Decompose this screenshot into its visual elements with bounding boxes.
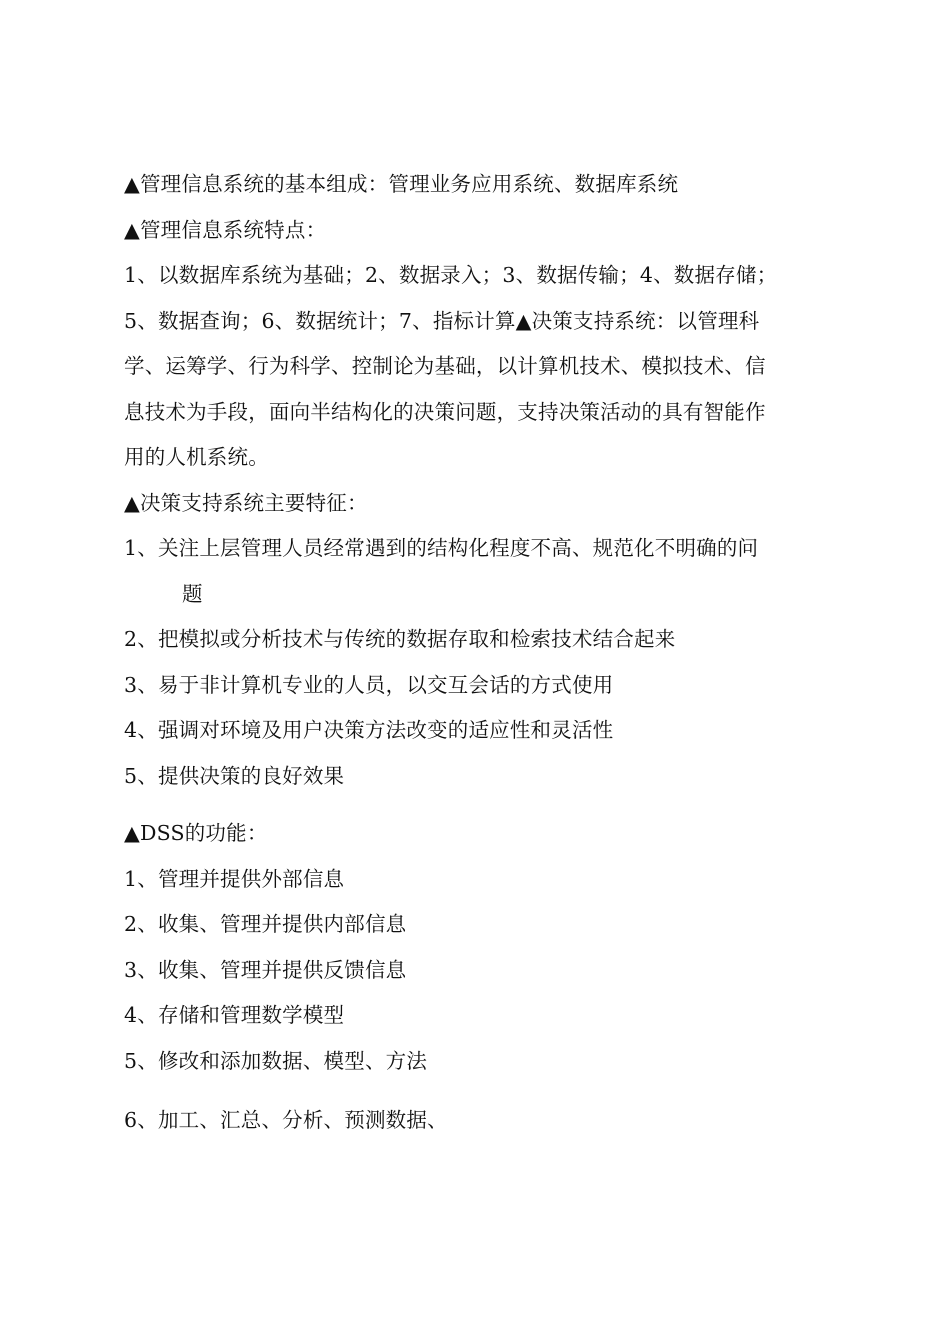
dss-function-item: 4、存储和管理数学模型 — [124, 1003, 345, 1027]
dss-feature-item: 3、易于非计算机专业的人员，以交互会话的方式使用 — [124, 672, 614, 697]
mis-features-heading: ▲管理信息系统特点： — [124, 217, 327, 242]
dss-functions-heading: ▲DSS的功能： — [124, 821, 268, 845]
dss-definition-line-2: 息技术为手段，面向半结构化的决策问题，支持决策活动的具有智能作 — [124, 399, 766, 424]
document-body — [124, 162, 840, 1144]
dss-feature-item-continuation: 题 — [182, 581, 203, 606]
dss-function-item: 1、管理并提供外部信息 — [124, 866, 345, 891]
dss-feature-item: 4、强调对环境及用户决策方法改变的适应性和灵活性 — [124, 718, 614, 742]
mis-composition: ▲管理信息系统的基本组成：管理业务应用系统、数据库系统 — [124, 172, 679, 196]
dss-function-item: 6、加工、汇总、分析、预测数据、 — [124, 1108, 448, 1132]
dss-feature-item: 5、提供决策的良好效果 — [124, 763, 345, 788]
dss-function-item: 5、修改和添加数据、模型、方法 — [124, 1048, 428, 1073]
dss-function-item: 3、收集、管理并提供反馈信息 — [124, 957, 407, 982]
dss-definition-line-3: 用的人机系统。 — [124, 445, 269, 469]
dss-definition-line-1: 学、运筹学、行为科学、控制论为基础，以计算机技术、模拟技术、信 — [124, 354, 766, 378]
mis-features-line-1: 1、以数据库系统为基础；2、数据录入；3、数据传输；4、数据存储； — [124, 263, 778, 287]
dss-function-item: 2、收集、管理并提供内部信息 — [124, 912, 407, 936]
dss-feature-item: 1、关注上层管理人员经常遇到的结构化程度不高、规范化不明确的问 — [124, 536, 759, 560]
dss-features-heading: ▲决策支持系统主要特征： — [124, 490, 368, 515]
dss-feature-item: 2、把模拟或分析技术与传统的数据存取和检索技术结合起来 — [124, 627, 676, 651]
mis-features-line-2: 5、数据查询；6、数据统计；7、指标计算▲决策支持系统：以管理科 — [124, 308, 760, 333]
